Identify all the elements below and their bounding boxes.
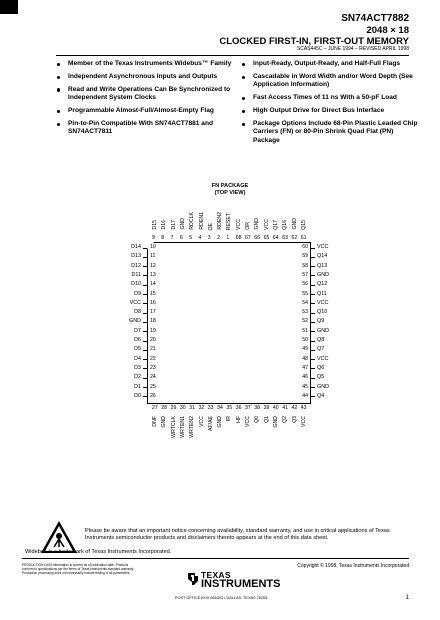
pin-name: GND [161,416,168,428]
pin-number: 48 [302,355,308,362]
pin-name: Q9 [317,318,325,325]
pin-name: VCC [198,416,205,427]
pin-name: Q1 [263,416,270,423]
feature-item: Independent Asynchronous Inputs and Outputs [56,73,236,81]
pin-name: GND [129,318,141,325]
pin-number: 65 [263,235,270,241]
pin-number: 37 [245,405,251,411]
pin-number: 30 [179,405,186,411]
pin-lead [311,248,315,249]
pin-number: 24 [150,374,156,381]
pin-name: Q15 [300,220,307,230]
feature-item: Pin-to-Pin Compatible With SN74ACT7881 and SN74ACT7811 [56,120,236,137]
pin-name: GND [179,218,186,230]
ti-logo [187,570,281,594]
pin-number: 50 [302,337,308,343]
pin-name: Q6 [317,364,325,371]
pin-lead [143,387,147,388]
pin-lead [311,331,315,332]
pin-name: D6 [134,337,141,343]
pin-name: VCC [317,299,329,306]
pin-name: RDCLK [189,212,196,230]
pin-name: D8 [134,309,141,316]
pin-lead [311,368,315,369]
pin-name: RESET [226,212,233,230]
feature-item: Member of the Texas Instruments Widebus™ Family [56,60,236,68]
pin-name: D7 [134,327,141,334]
pin-name: IR [226,416,233,422]
features-left [56,60,236,141]
pin-number: 51 [302,327,308,334]
pin-lead [311,387,315,388]
pin-number: 4 [198,235,202,241]
pin-number: 13 [150,271,156,278]
pin-number: 54 [302,299,308,306]
pin-number: 42 [291,405,298,411]
pin-number: 8 [161,235,165,241]
pin-lead [143,341,147,342]
pin-number: 44 [302,392,308,399]
pin-name: D2 [134,374,141,381]
pin-number: 15 [150,290,156,297]
pin-name: D15 [152,220,158,230]
pin-number: 36 [235,405,242,411]
pin-name: Q8 [317,337,325,343]
feature-item: Read and Write Operations Can Be Synchronized to Independent System Clocks [56,86,236,103]
pin-number: 25 [150,383,156,390]
pin-lead [311,378,315,379]
pin-name: D10 [131,281,141,288]
pin-name: OE [207,222,214,230]
pin-number: 43 [300,405,307,411]
pin-name: GND [317,271,329,278]
pin-name: VCC [129,299,141,306]
pin-name: OR [245,222,251,230]
pin-number: 26 [150,392,156,399]
pin-name: D13 [131,253,141,260]
pin-name: Q5 [317,374,325,381]
pin-name: D16 [161,220,168,230]
pin-name: Q14 [317,253,328,260]
pin-lead [311,285,315,286]
pin-lead [143,378,147,379]
pin-name: D14 [131,244,141,250]
pin-name: GND [254,218,261,230]
pin-name: VCC [300,416,307,427]
production-data-note: PRODUCTION DATA information is current as of publication date. Products conform to specifications per the terms of Texas Instruments standard warranty. Production processing does not necessarily include testing of all parameters. [22,563,135,575]
feature-item: Fast Access Times of 11 ns With a 50-pF Load [241,94,421,102]
pin-number: 29 [170,405,177,411]
logo-text-instruments: INSTRUMENTS [201,578,281,590]
feature-item: Cascadable in Word Width and/or Word Depth (See Application Information) [241,73,421,90]
pin-name: RDEN2 [217,212,224,230]
pin-name: Q10 [317,309,328,316]
pin-lead [143,331,147,332]
pin-number: 57 [302,271,308,278]
pin-number: 17 [150,309,156,316]
pin-lead [143,368,147,369]
package-body [147,242,311,404]
pin-number: 23 [150,364,156,371]
pin-number: 64 [272,235,279,241]
pin-name: AF/AE [207,416,214,431]
pin-name: VCC [245,416,251,427]
trademark-note: Widebus is a trademark of Texas Instruments Incorporated. [25,549,172,555]
pin-number: 63 [282,235,288,241]
ti-logo-icon [187,572,199,586]
pin-name: D1 [134,383,141,390]
pin-name: Q11 [317,290,327,297]
pin-name: D0 [134,392,141,399]
pin-name: D4 [134,355,141,362]
pin-number: 33 [207,405,214,411]
pin-name: GND [317,383,329,390]
feature-item: Package Options Include 68-Pin Plastic Leaded Chip Carriers (FN) or 80-Pin Shrink Quad Flat (PN) Package [241,120,421,145]
pin-lead [311,341,315,342]
pin-lead [311,275,315,276]
pin-number: 53 [302,309,308,316]
pin-lead [143,396,147,397]
pin-lead [143,350,147,351]
pin-number: 14 [150,281,156,288]
document-title: CLOCKED FIRST-IN, FIRST-OUT MEMORY [219,36,409,47]
doc-revision-line: SCAS445C – JUNE 1994 – REVISED APRIL 1998 [296,46,409,52]
pin-name: Q7 [317,346,325,353]
pin-lead [311,313,315,314]
pin-name: DNF [152,416,158,427]
pin-number: 58 [302,262,308,269]
pin-number: 16 [150,299,156,306]
pin-number: 46 [302,374,308,381]
pin-name: D3 [134,364,141,371]
pin-number: 60 [302,244,308,250]
postal-address: POST OFFICE BOX 655303 • DALLAS, TEXAS 75265 [175,596,268,600]
pin-name: WRTEN2 [189,416,196,438]
pin-lead [143,303,147,304]
pin-name: GND [291,218,298,230]
pin-number: 52 [302,318,308,325]
pin-number: 38 [254,405,261,411]
pin-number: 6 [179,235,183,241]
pin-number: 3 [207,235,211,241]
header-black-bar [0,0,18,14]
pin-lead [311,266,315,267]
pin-number: 19 [150,327,156,334]
pin-name: Q17 [272,220,279,230]
pin-number: 61 [300,235,307,241]
pin-name: WRTCLK [170,416,177,438]
pin-name: Q0 [254,416,261,423]
pin-lead [311,350,315,351]
pin-lead [311,294,315,295]
features-right [241,60,421,150]
pin-name: Q3 [291,416,298,423]
pin-name: VCC [235,219,242,230]
pin-number: 11 [150,253,156,260]
pin-lead [143,294,147,295]
pin-name: D5 [134,346,141,353]
feature-item: Programmable Almost-Full/Almost-Empty Flag [56,107,236,115]
pin-name: VCC [317,244,329,250]
pin-number: 55 [302,290,308,297]
pin-name: D12 [131,262,141,269]
feature-item: High Output Drive for Direct Bus Interface [241,107,421,115]
pin-lead [311,303,315,304]
pin-number: 56 [302,281,308,288]
pin-lead [143,257,147,258]
pin-number: 47 [302,364,308,371]
pin-name: GND [217,416,224,428]
part-number: SN74ACT7882 [341,13,409,24]
pin-lead [311,396,315,397]
pin-lead [311,322,315,323]
pin-number: 68 [235,235,242,241]
pin-lead [143,322,147,323]
pin-name: D17 [170,220,177,230]
pin-lead [311,359,315,360]
footer-rule [22,558,409,559]
package-title: FN PACKAGE [211,183,249,189]
package-subtitle: (TOP VIEW) [214,190,246,196]
pin-number: 66 [254,235,261,241]
pin-number: 32 [198,405,205,411]
pin-name: RDEN1 [198,212,205,230]
pin-name: D9 [134,290,141,297]
pin-name: GND [317,327,329,334]
pin-number: 2 [217,235,220,241]
feature-item: Input-Ready, Output-Ready, and Half-Full Flags [241,60,421,68]
pin-number: 1 [226,235,230,241]
pin-number: 67 [245,235,251,241]
pin-name: Q2 [282,416,289,423]
pin-number: 12 [150,262,156,269]
pin-name: Q16 [282,220,289,230]
pin-number: 7 [170,235,174,241]
logo-text-texas: TEXAS [201,570,231,580]
pin-lead [143,313,147,314]
pin-number: 62 [291,235,298,241]
pin-number: 18 [150,318,156,325]
pin-number: 35 [226,405,233,411]
header-rule [56,55,409,56]
pin-name: Q4 [317,392,325,399]
pin-lead [143,248,147,249]
pin-name: VCC [263,219,270,230]
pin-number: 39 [263,405,270,411]
pin-name: WRTEN1 [179,416,186,438]
pin-number: 21 [150,346,156,353]
pin-lead [143,275,147,276]
pin-number: 28 [161,405,168,411]
important-notice: Please be aware that an important notice concerning availability, standard warranty, and use in critical applications of Texas Instruments semiconductor products and disclaimers thereto appears at the end of this data sheet. [85,528,390,542]
pin-name: Q13 [317,262,328,269]
pin-number: 49 [302,346,308,353]
pin-number: 22 [150,355,156,362]
pin-name: GND [272,416,279,428]
pin-number: 45 [302,383,308,390]
page-number: 1 [405,595,409,601]
pin-number: 27 [152,405,158,411]
pin-lead [311,257,315,258]
pin-name: Q12 [317,281,328,288]
pin-number: 5 [189,235,193,241]
pin-name: D11 [131,271,141,278]
pin-number: 9 [152,235,155,241]
pin-name: VCC [317,355,329,362]
pin-number: 40 [272,405,279,411]
pin-lead [143,285,147,286]
pin-number: 31 [189,405,195,411]
pin-lead [143,266,147,267]
pin-lead [143,359,147,360]
pin-number: 10 [150,244,156,250]
pin-number: 20 [150,337,156,343]
pin-number: 41 [282,405,288,411]
pin-number: 34 [217,405,223,411]
pin-name: HF [235,416,242,423]
copyright: Copyright © 1998, Texas Instruments Incorporated [297,563,409,569]
pin-number: 59 [302,253,308,260]
organization: 2048 × 18 [366,25,409,36]
